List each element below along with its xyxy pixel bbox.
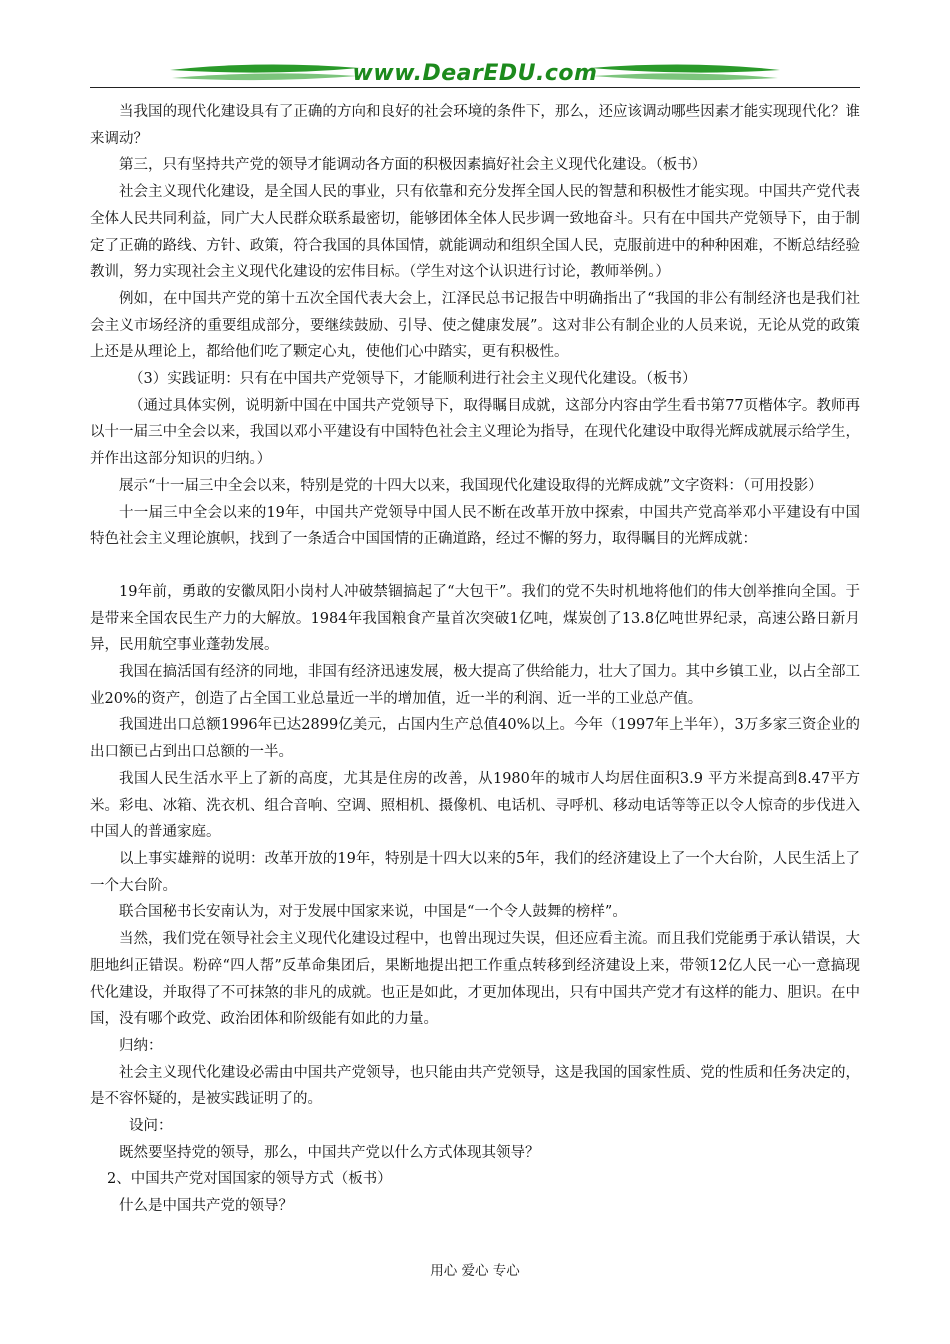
paragraph: 什么是中国共产党的领导？ <box>119 1198 293 1215</box>
section-heading: 2、中国共产党对国国家的领导方式（板书） <box>107 1171 392 1188</box>
paragraph: 联合国秘书长安南认为，对于发展中国家来说，中国是“一个令人鼓舞的榜样”。 <box>119 904 627 921</box>
paragraph: 以上事实雄辩的说明：改革开放的19年，特别是十四大以来的5年，我们的经济建设上了一个大台阶，人民生活上了一个大台阶。 <box>90 850 860 894</box>
paragraph: 我国在搞活国有经济的同地，非国有经济迅速发展，极大提高了供给能力，壮大了国力。其中乡镇工业，以占全部工业20%的资产，创造了占全国工业总量近一半的增加值，近一半的利润、近一半的工业总产值。 <box>90 664 860 707</box>
paragraph: 当我国的现代化建设具有了正确的方向和良好的社会环境的条件下，那么，还应该调动哪些因素才能实现现代化？谁来调动？ <box>90 104 860 147</box>
paragraph: 展示“十一届三中全会以来，特别是党的十四大以来，我国现代化建设取得的光辉成就”文字资料：（可用投影） <box>119 477 823 494</box>
paragraph: （通过具体实例，说明新中国在中国共产党领导下，取得瞩目成就，这部分内容由学生看书第77页楷体字。教师再以十一届三中全会以来，我国以邓小平建设有中国特色社会主义理论为指导，在现代化建设中取得光辉成就展示给学生，并作出这部分知识的归纳。） <box>90 397 860 468</box>
paragraph: （3）实践证明：只有在中国共产党领导下，才能顺利进行社会主义现代化建设。（板书） <box>129 371 697 388</box>
paragraph: 设问： <box>129 1118 173 1135</box>
paragraph: 例如，在中国共产党的第十五次全国代表大会上，江泽民总书记报告中明确指出了“我国的非公有制经济也是我们社会主义市场经济的重要组成部分，要继续鼓励、引导、使之健康发展”。这对非公有制企业的人员来说，无论从党的政策上还是从理论上，都给他们吃了颗定心丸，使他们心中踏实，更有积极性。 <box>90 290 860 361</box>
paragraph: 社会主义现代化建设必需由中国共产党领导，也只能由共产党领导，这是我国的国家性质、党的性质和任务决定的，是不容怀疑的，是被实践证明了的。 <box>90 1064 860 1108</box>
paragraph: 我国进出口总额1996年已达2899亿美元，占国内生产总值40%以上。今年（1997年上半年），3万多家三资企业的出口额已占到出口总额的一半。 <box>90 717 860 761</box>
header-divider <box>90 87 860 88</box>
paragraph: 19年前，勇敢的安徽凤阳小岗村人冲破禁锢搞起了“大包干”。我们的党不失时机地将他们的伟大创举推向全国。于是带来全国农民生产力的大解放。1984年我国粮食产量首次突破1亿吨，煤炭创了13.8亿吨世界纪录，高速公路日新月异，民用航空事业蓬勃发展。 <box>90 583 860 654</box>
site-logo-text: www.DearEDU.com <box>352 61 598 86</box>
paragraph: 十一届三中全会以来的19年，中国共产党领导中国人民不断在改革开放中探索，中国共产党高举邓小平建设有中国特色社会主义理论旗帜，找到了一条适合中国国情的正确道路，经过不懈的努力，取得瞩目的光辉成就： <box>90 504 860 548</box>
paragraph-gap <box>90 553 860 579</box>
paragraph: 归纳： <box>119 1037 163 1054</box>
paragraph: 我国人民生活水平上了新的高度，尤其是住房的改善，从1980年的城市人均居住面积3.9 平方米提高到8.47平方米。彩电、冰箱、洗衣机、组合音响、空调、照相机、摄像机、电话机、寻呼机、移动电话等等正以令人惊奇的步伐进入中国人的普通家庭。 <box>90 770 860 841</box>
page-footer: 用心 爱心 专心 <box>430 1263 520 1279</box>
paragraph: 社会主义现代化建设，是全国人民的事业，只有依靠和充分发挥全国人民的智慧和积极性才能实现。中国共产党代表全体人民共同利益，同广大人民群众联系最密切，能够团体全体人民步调一致地奋斗。只有在中国共产党领导下，由于制定了正确的路线、方针、政策，符合我国的具体国情，就能调动和组织全国人民，克服前进中的种种困难，不断总结经验教训，努力实现社会主义现代化建设的宏伟目标。（学生对这个认识进行讨论，教师举例。） <box>90 184 860 281</box>
site-header-banner <box>90 56 860 90</box>
paragraph: 当然，我们党在领导社会主义现代化建设过程中，也曾出现过失误，但还应看主流。而且我们党能勇于承认错误，大胆地纠正错误。粉碎“四人帮”反革命集团后，果断地提出把工作重点转移到经济建设上来，带领12亿人民一心一意搞现代化建设，并取得了不可抹煞的非凡的成就。也正是如此，才更加体现出，只有中国共产党才有这样的能力、胆识。在中国，没有哪个政党、政治团体和阶级能有如此的力量。 <box>90 931 860 1028</box>
paragraph: 既然要坚持党的领导，那么，中国共产党以什么方式体现其领导？ <box>119 1144 540 1161</box>
paragraph: 第三，只有坚持共产党的领导才能调动各方面的积极因素搞好社会主义现代化建设。（板书） <box>119 157 707 174</box>
document-body <box>90 99 860 1220</box>
